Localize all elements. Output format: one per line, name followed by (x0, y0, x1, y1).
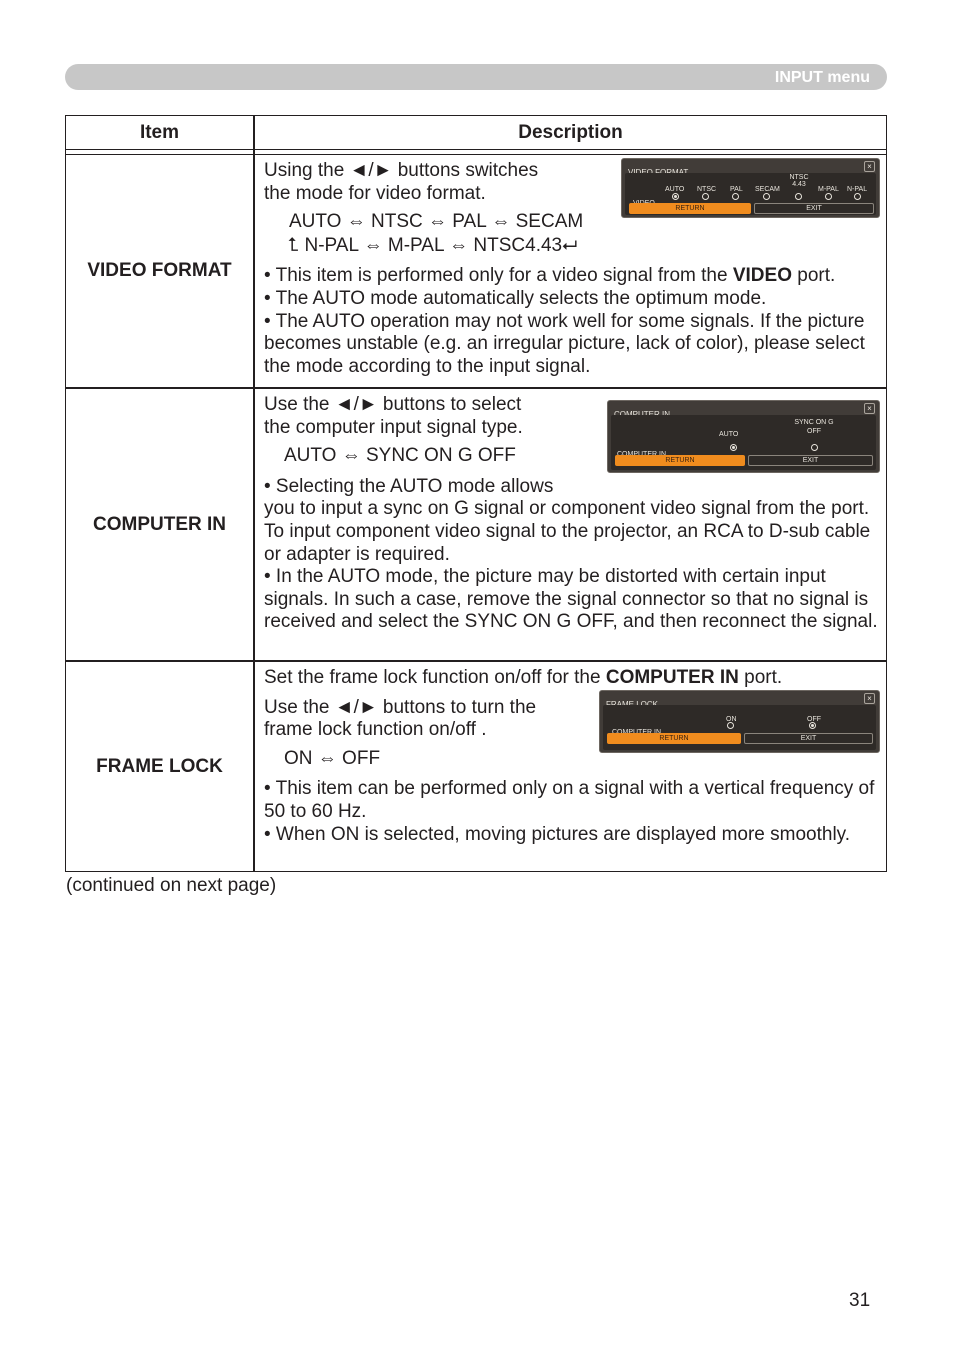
radio (702, 193, 709, 200)
description-computer-in (254, 388, 887, 661)
note: • When ON is selected, moving pictures are displayed more smoothly. (264, 823, 851, 845)
description-frame-lock (254, 661, 887, 872)
osd-exit-button: EXIT (748, 455, 873, 466)
radio (763, 193, 770, 200)
text-line: Use the ◄/► buttons to select (264, 394, 522, 415)
radio (811, 444, 818, 451)
osd-option: M-PAL (818, 186, 839, 193)
radio-selected (672, 193, 679, 200)
note: you to input a sync on G signal or component video signal from the port. To input component video signal to the projector, an RCA to D-sub cable or adapter is required. (264, 498, 871, 565)
osd-option: NTSC (697, 186, 717, 193)
header-description: Description (254, 115, 887, 150)
osd-exit-button: EXIT (744, 733, 873, 744)
radio (727, 722, 734, 729)
computer-in-osd-screenshot (607, 400, 880, 473)
osd-return-button: RETURN (615, 455, 745, 466)
text-line: frame lock function on/off . (264, 719, 487, 741)
osd-option: AUTO (665, 186, 685, 193)
note: • The AUTO operation may not work well for some signals. If the picture becomes unstable (e.g. an irregular picture, lack of color), please select the mode according to the input signal. (264, 310, 865, 377)
note: • In the AUTO mode, the picture may be distorted with certain input signals. In such a case, remove the signal connector so that no signal is received and select the SYNC ON G OFF, and then reconnect the signal. (264, 566, 878, 633)
osd-option: NTSC 4.43 (789, 174, 809, 188)
osd-option: N-PAL (847, 186, 868, 193)
frame-lock-osd-screenshot (599, 690, 880, 753)
osd-return-button: RETURN (607, 733, 741, 744)
text-line: the computer input signal type. (264, 416, 523, 438)
close-icon: × (864, 161, 875, 172)
radio (825, 193, 832, 200)
table-row (65, 661, 887, 872)
osd-option: PAL (730, 186, 743, 193)
text-line: Use the ◄/► buttons to turn the (264, 696, 537, 718)
mode-sequence: ⮤ N-PAL ⇔ M-PAL ⇔ NTSC4.43⮠ (288, 234, 578, 256)
radio-selected (730, 444, 737, 451)
note: • The AUTO mode automatically selects the optimum mode. (264, 287, 767, 309)
video-format-osd-screenshot (621, 158, 880, 218)
osd-return-button: RETURN (629, 203, 751, 214)
osd-exit-button: EXIT (754, 203, 874, 214)
section-label: INPUT menu (774, 69, 870, 86)
text-line: the mode for video format. (264, 182, 486, 204)
osd-option: AUTO (719, 431, 739, 438)
radio (795, 193, 802, 200)
table-header-row (65, 115, 887, 150)
close-icon: × (864, 403, 875, 414)
item-video-format: VIDEO FORMAT (65, 154, 254, 388)
page-number: 31 (849, 1290, 871, 1311)
table-row (65, 388, 887, 661)
mode-sequence: AUTO ⇔ SYNC ON G OFF (284, 445, 516, 467)
radio (732, 193, 739, 200)
table-row (65, 154, 887, 388)
osd-option: ON (726, 715, 737, 723)
input-menu-table (65, 115, 887, 872)
description-video-format (254, 154, 887, 388)
note: • This item can be performed only on a signal with a vertical frequency of 50 to 60 Hz. (264, 778, 875, 822)
text-line: Using the ◄/► buttons switches (264, 160, 539, 181)
note: • This item is performed only for a video signal from the VIDEO port. (264, 265, 836, 287)
mode-sequence: ON ⇔ OFF (284, 747, 381, 769)
osd-option: SYNC ON G OFF (794, 419, 834, 435)
radio (854, 193, 861, 200)
item-computer-in: COMPUTER IN (65, 388, 254, 661)
osd-option: SECAM (755, 186, 780, 193)
item-frame-lock: FRAME LOCK (65, 661, 254, 872)
mode-sequence: AUTO ⇔ NTSC ⇔ PAL ⇔ SECAM (289, 211, 584, 233)
osd-option: OFF (807, 715, 821, 723)
radio-selected (809, 722, 816, 729)
section-header-bar (65, 64, 887, 90)
header-item: Item (65, 115, 254, 150)
continued-note: (continued on next page) (66, 875, 277, 896)
lead-text: Set the frame lock function on/off for the COMPUTER IN port. (264, 667, 783, 688)
close-icon: × (864, 693, 875, 704)
note: • Selecting the AUTO mode allows (264, 475, 554, 497)
